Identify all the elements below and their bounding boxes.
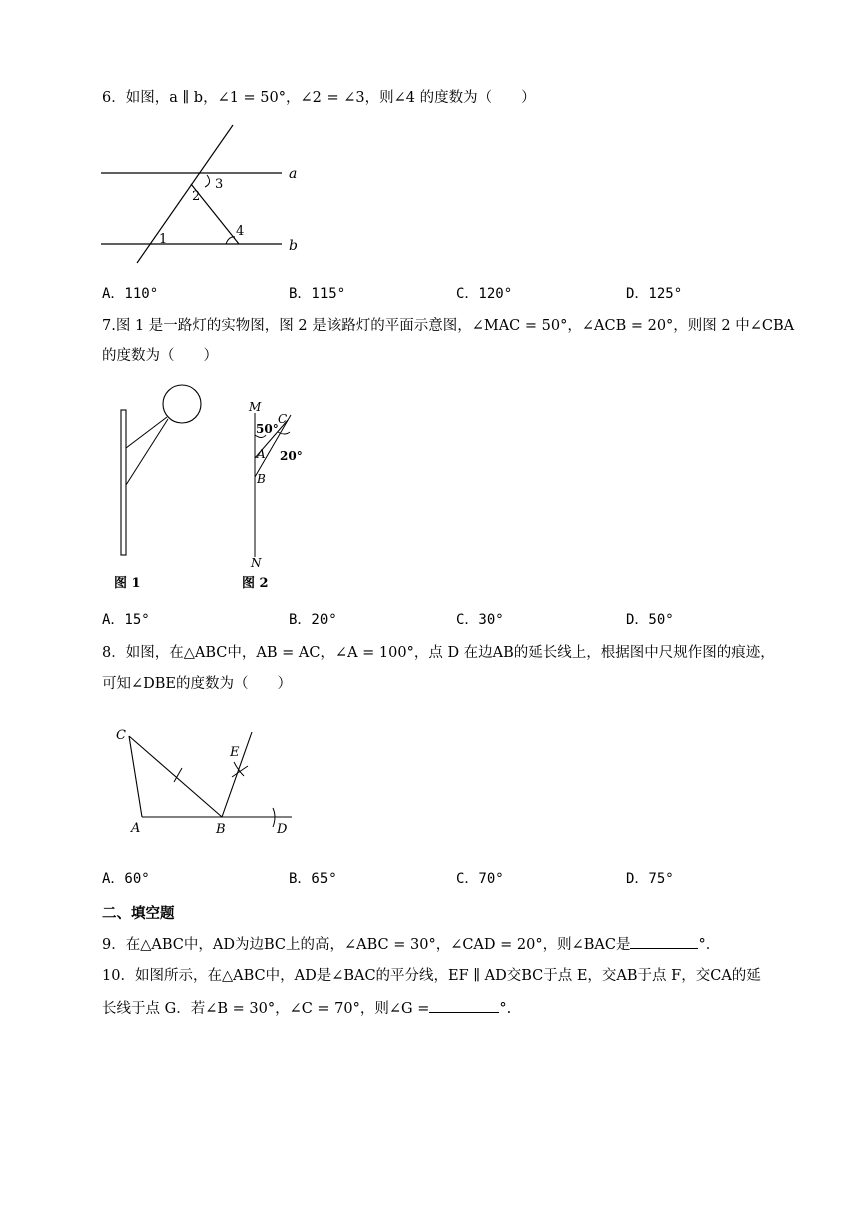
point-c-label: C [278, 412, 288, 426]
q6-option-a: A．110° [102, 286, 159, 302]
q10-stem-line1: 10．如图所示，在△ABC中，AD是∠BAC的平分线，EF ∥ AD交BC于点 E，交AB于点 F，交CA的延 [102, 968, 761, 984]
q6-option-d: D．125° [626, 286, 683, 302]
line-b-label: b [289, 238, 298, 254]
q8-option-c: C．70° [456, 871, 504, 887]
point-d-label: D [277, 822, 288, 837]
q6-stem: 6．如图，a ∥ b，∠1 = 50°，∠2 = ∠3，则∠4 的度数为（ ） [102, 90, 536, 106]
q7-option-b: B．20° [289, 612, 337, 628]
point-a-label: A [257, 447, 266, 461]
angle-3-label: 3 [215, 177, 224, 192]
point-b-label: B [216, 822, 226, 837]
q7-figure-2 [240, 380, 330, 595]
point-e-label: E [230, 745, 240, 760]
q9-text-end: °． [698, 937, 721, 953]
angle-20-label: 20° [280, 449, 303, 463]
q6-figure [95, 120, 315, 270]
q8-option-a: A．60° [102, 871, 150, 887]
q6-option-c: C．120° [456, 286, 513, 302]
q8-stem-line2: 可知∠DBE的度数为（ ） [102, 676, 293, 692]
q7-option-a: A．15° [102, 612, 150, 628]
q9-answer-blank[interactable] [630, 933, 698, 949]
q10-text-end: °. [499, 1001, 512, 1017]
q7-stem-line1: 7.图 1 是一路灯的实物图，图 2 是该路灯的平面示意图，∠MAC = 50°，∠ACB = 20°，则图 2 中∠CBA [102, 318, 795, 334]
q10-text: 长线于点 G．若∠B = 30°，∠C = 70°，则∠G = [102, 1001, 430, 1017]
q8-stem-line1: 8．如图，在△ABC中，AB = AC，∠A = 100°，点 D 在边AB的延长线上，根据图中尺规作图的痕迹， [102, 645, 775, 661]
point-c-label: C [116, 728, 126, 743]
angle-4-label: 4 [236, 224, 245, 239]
q6-option-b: B．115° [289, 286, 346, 302]
angle-1-label: 1 [159, 232, 168, 247]
point-a-label: A [131, 821, 141, 836]
q7-figure-1 [110, 380, 210, 595]
q7-stem-line2: 的度数为（ ） [102, 348, 218, 364]
q10-stem-line2 [102, 997, 511, 1019]
section-title: 二、填空题 [102, 906, 175, 922]
q8-figure [110, 722, 310, 847]
q8-option-d: D．75° [626, 871, 674, 887]
figure-1-caption: 图 1 [114, 576, 141, 591]
point-b-label: B [257, 472, 266, 486]
q9-stem [102, 933, 720, 955]
point-n-label: N [251, 556, 262, 570]
angle-50-label: 50° [256, 422, 279, 436]
figure-2-caption: 图 2 [242, 576, 269, 591]
q7-option-d: D．50° [626, 612, 674, 628]
q8-option-b: B．65° [289, 871, 337, 887]
q7-option-c: C．30° [456, 612, 504, 628]
point-m-label: M [249, 400, 262, 414]
angle-2-label: 2 [192, 189, 201, 204]
line-a-label: a [289, 166, 298, 182]
q10-answer-blank[interactable] [429, 997, 499, 1013]
q9-text: 9．在△ABC中，AD为边BC上的高，∠ABC = 30°，∠CAD = 20°，则∠BAC是 [102, 937, 631, 953]
